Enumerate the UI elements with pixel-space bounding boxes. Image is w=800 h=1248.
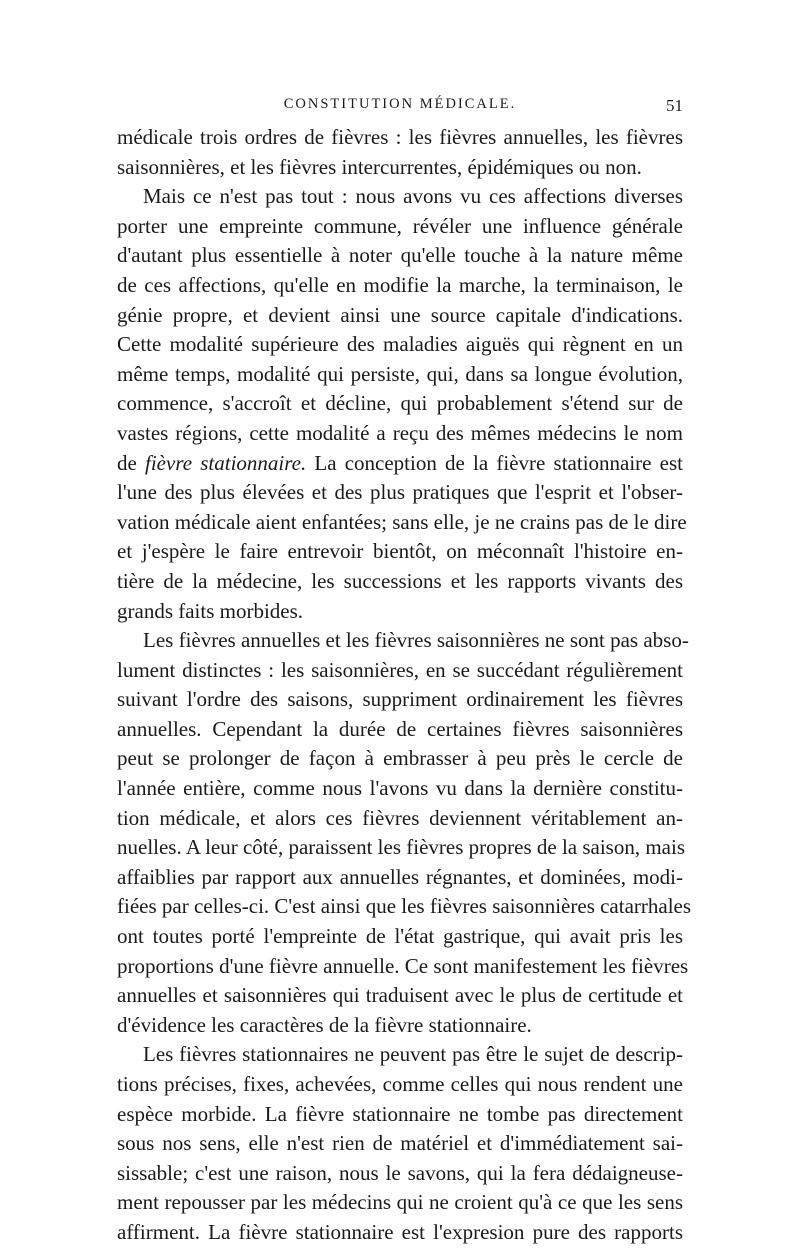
text-line: nuelles. A leur côté, paraissent les fièvres propres de la saison, mais <box>117 835 686 860</box>
text-line: Les fièvres annuelles et les fièvres saisonnières ne sont pas abso- <box>143 628 689 653</box>
text-line: peut se prolonger de façon à embrasser à peu près le cercle de <box>117 746 683 771</box>
italic-term: fièvre stationnaire. <box>145 450 307 475</box>
text-line: porter une empreinte commune, révéler une influence générale <box>117 213 683 238</box>
text-line: vation médicale aient enfantées; sans elle, je ne crains pas de le dire <box>117 509 687 534</box>
text-line: génie propre, et devient ainsi une source capitale d'indications. <box>117 302 683 327</box>
text-line: fiées par celles-ci. C'est ainsi que les fièvres saisonnières catarrhales <box>117 894 692 919</box>
text-line: l'une des plus élevées et des plus pratiques que l'esprit et l'obser- <box>117 480 683 505</box>
running-title: CONSTITUTION MÉDICALE. <box>283 96 517 112</box>
page-number: 51 <box>666 96 683 115</box>
text-line: même temps, modalité qui persiste, qui, dans sa longue évolution, <box>117 361 683 386</box>
text-line: proportions d'une fièvre annuelle. Ce sont manifestement les fièvres <box>117 953 689 978</box>
text-line: suivant l'ordre des saisons, suppriment ordinairement les fièvres <box>117 687 683 712</box>
text-line: grands faits morbides. <box>117 598 304 623</box>
text-line: saisonnières, et les fièvres intercurrentes, épidémiques ou non. <box>117 154 642 179</box>
text-line: espèce morbide. La fièvre stationnaire ne tombe pas directement <box>117 1101 683 1126</box>
body-text <box>117 123 692 1248</box>
text-line: commence, s'accroît et décline, qui probablement s'étend sur de <box>117 391 683 416</box>
text-line: affaiblies par rapport aux annuelles régnantes, et dominées, modi- <box>117 864 683 889</box>
text-line: médicale trois ordres de fièvres : les fièvres annuelles, les fièvres <box>117 125 683 149</box>
text-line: annuelles et saisonnières qui traduisent avec le plus de certitude et <box>117 983 683 1008</box>
text-line: d'évidence les caractères de la fièvre stationnaire. <box>117 1012 532 1037</box>
text-line: Mais ce n'est pas tout : nous avons vu ces affections diverses <box>143 184 683 209</box>
text-line: de ces affections, qu'elle en modifie la marche, la terminaison, le <box>117 272 683 297</box>
text-line: ment repousser par les médecins qui ne croient qu'à ce que les sens <box>117 1190 683 1215</box>
text-line: l'année entière, comme nous l'avons vu dans la dernière constitu- <box>117 776 683 801</box>
text-line: et j'espère le faire entrevoir bientôt, on méconnaît l'histoire en- <box>117 539 683 564</box>
text-line: sous nos sens, elle n'est rien de matériel et d'immédiatement sai- <box>117 1131 683 1156</box>
text-line: ont toutes porté l'empreinte de l'état gastrique, qui avait pris les <box>117 924 683 949</box>
text-line: d'autant plus essentielle à noter qu'elle touche à la nature même <box>117 243 683 268</box>
text-line: affirment. La fièvre stationnaire est l'expresion pure des rapports <box>117 1219 683 1244</box>
text-line: Les fièvres stationnaires ne peuvent pas être le sujet de descrip- <box>143 1042 683 1067</box>
text-line: Cette modalité supérieure des maladies aiguës qui règnent en un <box>117 332 683 357</box>
text-line: annuelles. Cependant la durée de certaines fièvres saisonnières <box>117 716 683 741</box>
text-line: tion médicale, et alors ces fièvres deviennent véritablement an- <box>117 805 683 830</box>
text-line: sissable; c'est une raison, nous le savons, qui la fera dédaigneuse- <box>117 1160 683 1185</box>
text-line: tière de la médecine, les successions et les rapports vivants des <box>117 568 683 593</box>
text-line: tions précises, fixes, achevées, comme celles qui nous rendent une <box>117 1072 683 1096</box>
text-line: de fièvre stationnaire. La conception de la fièvre stationnaire est <box>117 450 684 475</box>
text-line: lument distinctes : les saisonnières, en se succédant régulièrement <box>117 657 683 682</box>
running-head <box>117 96 683 120</box>
text-line: vastes régions, cette modalité a reçu des mêmes médecins le nom <box>117 420 683 445</box>
